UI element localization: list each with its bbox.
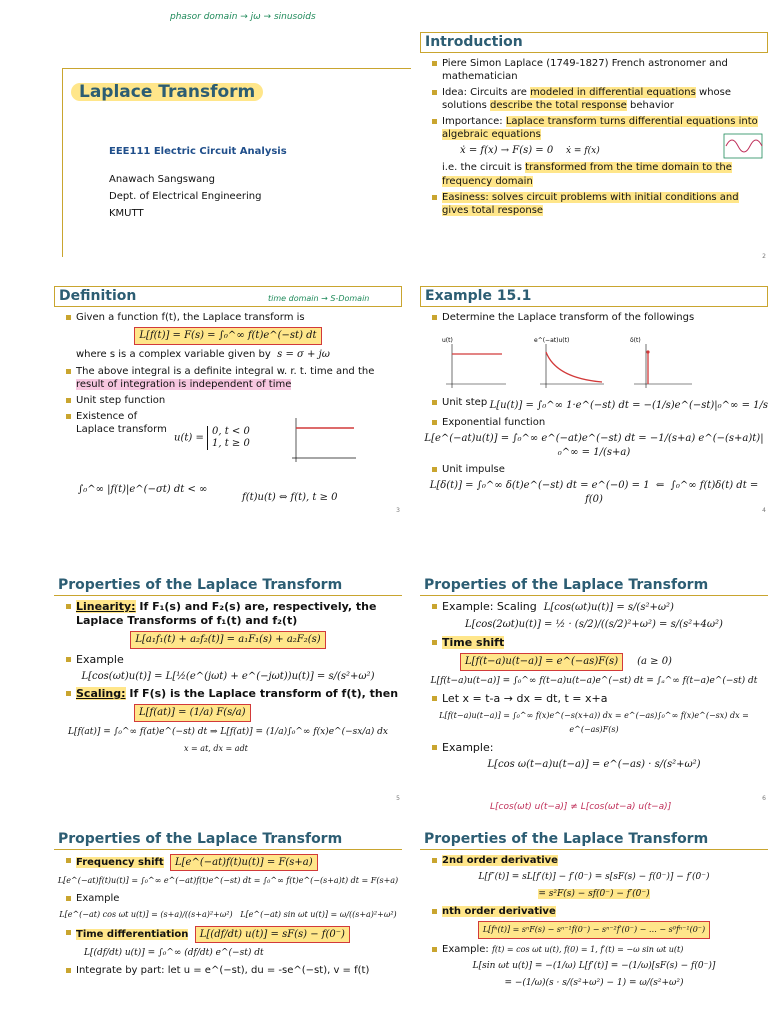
department: Dept. of Electrical Engineering bbox=[109, 191, 262, 202]
integrate-by-parts-bullet: Integrate by part: let u = e^(−st), du = -se^(−st), v = f(t) bbox=[66, 964, 402, 977]
definition-bullet-3: Unit step function bbox=[66, 394, 402, 407]
time-shift-derivation-1: L[f(t−a)u(t−a)] = ∫₀^∞ f(t−a)u(t−a)e^(−st) dt = ∫ₐ^∞ f(t−a)e^(−st) dt bbox=[430, 676, 758, 686]
cosine-transform-example: L[cos(ωt)u(t)] = L[½(e^(jωt) + e^(−jωt))u(t)] = s/(s²+ω²) bbox=[81, 671, 375, 682]
time-shift-example: L[cos ω(t−a)u(t−a)] = e^(−as) · s/(s²+ω²) bbox=[487, 759, 701, 770]
frequency-shift-example-bullet: Example bbox=[66, 892, 402, 905]
unit-step-transform: L[u(t)] = ∫₀^∞ 1·e^(−st) dt = −(1/s)e^(−st)|₀^∞ = 1/s bbox=[489, 400, 768, 411]
second-derivative-result: = s²F(s) − sf(0⁻) − f′(0⁻) bbox=[538, 889, 650, 899]
time-differentiation-bullet: Time differentiation L[(df/dt) u(t)] = sF(s) − f(0⁻) bbox=[66, 926, 402, 943]
exponential-transform: L[e^(−at)u(t)] = ∫₀^∞ e^(−at)e^(−st) dt = −1/(s+a) e^(−(s+a)t)|₀^∞ = 1/(s+a) bbox=[424, 433, 764, 458]
derivative-example-bullet: Example: f(t) = cos ωt u(t), f(0) = 1, f′(t) = −ω sin ωt u(t) bbox=[432, 943, 768, 956]
slide-title-page bbox=[62, 68, 411, 257]
time-shift-example-bullet: Example: bbox=[432, 741, 768, 755]
slide-8-title: Properties of the Laplace Transform bbox=[420, 830, 768, 850]
slide-example-15-1 bbox=[420, 286, 768, 518]
frequency-shift-bullet: Frequency shift L[e^(−at)f(t)u(t)] = F(s+a) bbox=[66, 854, 402, 871]
author-name: Anawach Sangswang bbox=[109, 174, 215, 185]
slide-properties-time-shift bbox=[420, 576, 768, 806]
page-number-2: 2 bbox=[762, 253, 766, 260]
unit-impulse-transform: L[δ(t)] = ∫₀^∞ δ(t)e^(−st) dt = e^(−0) = 1 ⇐ ∫₀^∞ f(t)δ(t) dt = f(0) bbox=[429, 480, 759, 505]
page-number-6: 6 bbox=[762, 795, 766, 802]
time-shift-derivation-2: L[f(t−a)u(t−a)] = ∫₀^∞ f(x)e^(−s(x+a)) dx = e^(−as)∫₀^∞ f(x)e^(−sx) dx = e^(−as)F(s) bbox=[439, 711, 749, 734]
top-handwritten-note: phasor domain → jω → sinusoids bbox=[170, 12, 316, 22]
intro-equation: ẋ = f(x) → F(s) = 0 ẋ = f(x) bbox=[460, 145, 600, 156]
slide-2-title: Introduction bbox=[420, 32, 768, 53]
graph-label-impulse: δ(t) bbox=[630, 337, 641, 344]
unit-step-graph bbox=[286, 414, 358, 466]
intro-bullet-easiness: Easiness: solves circuit problems with initial conditions and gives total response bbox=[432, 191, 768, 217]
slide-1-title: Laplace Transform bbox=[71, 83, 263, 101]
sine-transform-step-2: = −(1/ω)(s · s/(s²+ω²) − 1) = ω/(s²+ω²) bbox=[504, 978, 684, 988]
time-shift-equation: L[f(t−a)u(t−a)] = e^(−as)F(s) bbox=[460, 653, 623, 671]
time-shift-bullet: Time shift bbox=[432, 636, 768, 650]
page-number-3: 3 bbox=[396, 507, 400, 514]
intro-bullet-1: Piere Simon Laplace (1749-1827) French astronomer and mathematician bbox=[432, 57, 768, 83]
scaling-equation: L[f(at)] = (1/a) F(s/a) bbox=[134, 704, 251, 722]
second-derivative-bullet: 2nd order derivative bbox=[432, 854, 768, 867]
exponential-bullet: Exponential function bbox=[432, 416, 768, 429]
intro-transform-note: i.e. the circuit is transformed from the time domain to the frequency domain bbox=[442, 162, 732, 187]
definition-bullet-2: The above integral is a definite integral w. r. t. time and the result of integration is independent of time bbox=[66, 365, 402, 391]
frequency-shift-derivation: L[e^(−at)f(t)u(t)] = ∫₀^∞ e^(−at)f(t)e^(−st) dt = ∫₀^∞ f(t)e^(−(s+a)t) dt = F(s+a) bbox=[57, 876, 399, 885]
scaling-substitution: x = at, dx = adt bbox=[184, 744, 248, 753]
page-number-5: 5 bbox=[396, 795, 400, 802]
page-number-4: 4 bbox=[762, 507, 766, 514]
scaling-example-result: L[cos(2ωt)u(t)] = ½ · (s/2)/((s/2)²+ω²) = s/(s²+4ω²) bbox=[465, 619, 723, 630]
second-derivative-equation: L[f″(t)] = sL[f′(t)] − f′(0⁻) = s[sF(s) − f(0⁻)] − f′(0⁻) bbox=[478, 872, 710, 882]
slide-introduction bbox=[420, 32, 768, 264]
time-differentiation-integral: L[(df/dt) u(t)] = ∫₀^∞ (df/dt) e^(−st) dt bbox=[84, 948, 264, 958]
definition-bullet-1: Given a function f(t), the Laplace transform is bbox=[66, 311, 402, 324]
slide-4-title: Example 15.1 bbox=[420, 286, 768, 307]
scaling-derivation: L[f(at)] = ∫₀^∞ f(at)e^(−st) dt ⇒ L[f(at)] = (1/a)∫₀^∞ f(x)e^(−sx/a) dx bbox=[68, 727, 388, 737]
course-name: EEE111 Electric Circuit Analysis bbox=[109, 146, 287, 157]
time-domain-note: time domain → S-Domain bbox=[268, 294, 370, 303]
slide-5-title: Properties of the Laplace Transform bbox=[54, 576, 402, 596]
unit-impulse-bullet: Unit impulse bbox=[432, 463, 768, 476]
slide-properties-frequency-shift bbox=[54, 830, 402, 1024]
slide-3-title: Definition bbox=[54, 286, 402, 307]
university: KMUTT bbox=[109, 208, 144, 219]
linearity-example-bullet: Example bbox=[66, 653, 402, 667]
slide-properties-linearity bbox=[54, 576, 402, 806]
scaling-example-bullet: Example: Scaling L[cos(ωt)u(t)] = s/(s²+ω²) bbox=[432, 600, 768, 615]
nth-derivative-bullet: nth order derivative bbox=[432, 905, 768, 918]
slide-6-title: Properties of the Laplace Transform bbox=[420, 576, 768, 596]
existence-condition: ∫₀^∞ |f(t)|e^(−σt) dt < ∞ bbox=[78, 484, 208, 495]
graph-label-unit-step: u(t) bbox=[442, 337, 453, 344]
intro-bullet-3: Importance: Laplace transform turns differential equations into algebraic equations bbox=[432, 115, 768, 141]
slide-definition bbox=[54, 286, 402, 518]
sine-transform-step-1: L[sin ωt u(t)] = −(1/ω) L[f′(t)] = −(1/ω)[sF(s) − f(0⁻)] bbox=[472, 961, 716, 971]
causal-equivalence: f(t)u(t) ⇔ f(t), t ≥ 0 bbox=[242, 492, 338, 503]
linearity-equation: L[a₁f₁(t) + a₂f₂(t)] = a₁F₁(s) + a₂F₂(s) bbox=[130, 631, 325, 649]
bottom-handwritten-note: L[cos(ωt) u(t−a)] ≠ L[cos(ωt−a) u(t−a)] bbox=[490, 802, 672, 812]
linearity-bullet: Linearity: If F₁(s) and F₂(s) are, respectively, the Laplace Transforms of f₁(t) and f₂(t) bbox=[66, 600, 402, 628]
definition-bullet-4: Existence of Laplace transform bbox=[66, 410, 176, 436]
damped-sinusoid-examples: L[e^(−at) cos ωt u(t)] = (s+a)/((s+a)²+ω²) L[e^(−at) sin ωt u(t)] = ω/((s+a)²+ω²) bbox=[59, 910, 397, 919]
intro-bullet-2: Idea: Circuits are modeled in differential equations whose solutions describe the total response behavior bbox=[432, 86, 768, 112]
example-intro-bullet: Determine the Laplace transform of the followings bbox=[432, 311, 768, 324]
nth-derivative-equation: L[fⁿ(t)] = sⁿF(s) − sⁿ⁻¹f(0⁻) − sⁿ⁻²f′(0⁻) − … − s⁰fⁿ⁻¹(0⁻) bbox=[478, 921, 710, 939]
example-signal-graphs bbox=[436, 334, 756, 396]
slide-7-title: Properties of the Laplace Transform bbox=[54, 830, 402, 850]
time-shift-condition: (a ≥ 0) bbox=[637, 656, 672, 667]
sinusoid-sketch bbox=[722, 128, 766, 164]
complex-variable-note: where s is a complex variable given by s = σ + jω bbox=[76, 349, 330, 360]
scaling-bullet: Scaling: If F(s) is the Laplace transform of f(t), then bbox=[66, 687, 402, 701]
slide-properties-derivatives bbox=[420, 830, 768, 1024]
laplace-definition-equation: L[f(t)] = F(s) = ∫₀^∞ f(t)e^(−st) dt bbox=[134, 327, 321, 345]
substitution-bullet: Let x = t-a → dx = dt, t = x+a bbox=[432, 692, 768, 706]
unit-step-bullet: Unit step bbox=[432, 396, 768, 409]
graph-label-exponential: e^(−at)u(t) bbox=[534, 337, 570, 344]
unit-step-definition: u(t) = 0, t < 0 1, t ≥ 0 bbox=[174, 426, 250, 449]
